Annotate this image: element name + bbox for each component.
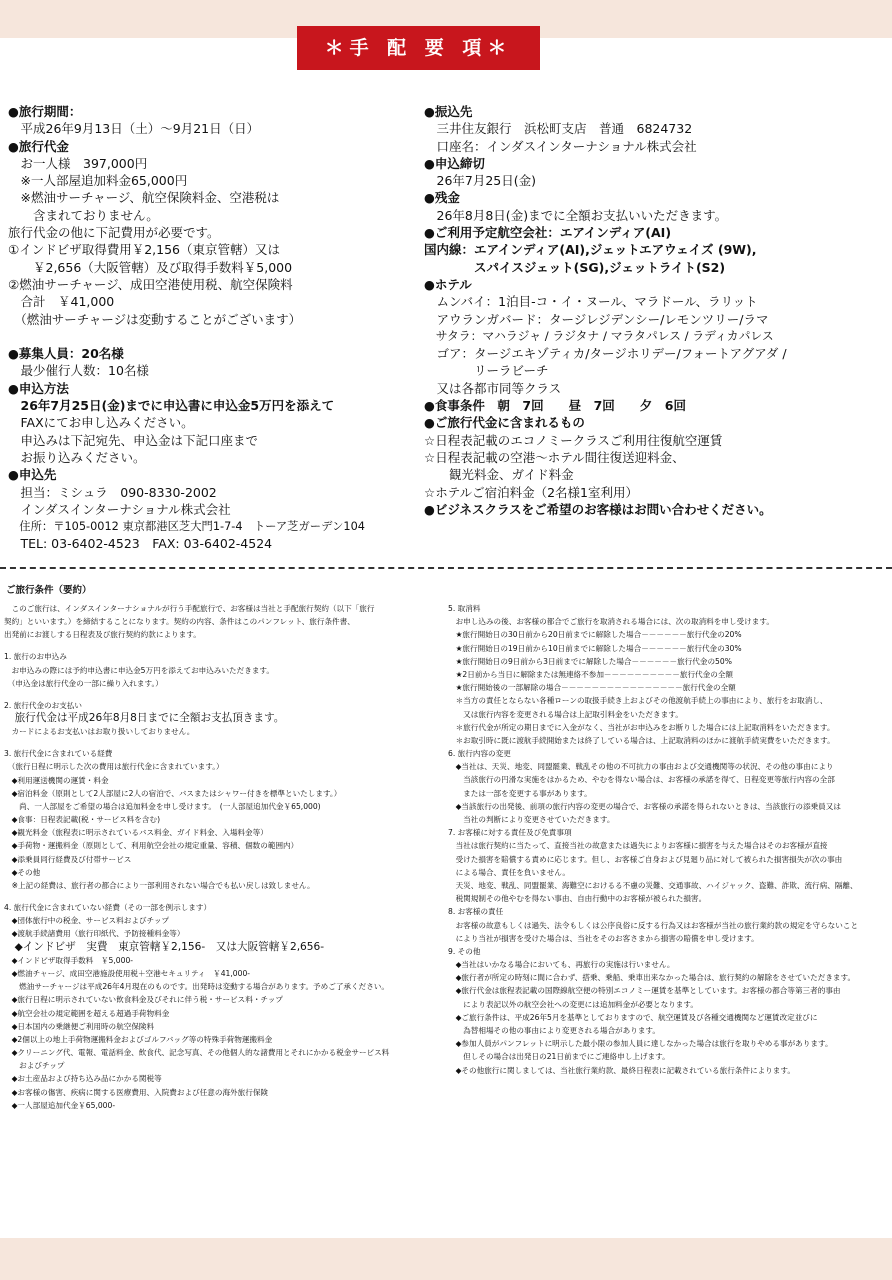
- cond-line: または一部を変更する事があります。: [448, 788, 592, 798]
- cond-line: ★旅行開始日の19日前から10日前までに解除した場合－－－－－－旅行代金の30%: [448, 643, 742, 653]
- cond-line: ◆クリーニング代、電報、電話料金、飲食代、記念写真、その他個人的な諸費用とそれにかかる税金サービス料: [4, 1048, 390, 1058]
- cond-line: 4. 旅行代金に含まれていない経費（その一部を例示します）: [4, 903, 212, 912]
- line: ①インドビザ取得費用￥2,156（東京管轄）又は: [8, 242, 280, 258]
- cond-line: ◆当社はいかなる場合においても、再旅行の実施は行いません。: [448, 960, 675, 970]
- line: 含まれておりません。: [8, 207, 159, 223]
- cond-line: 6. 旅行内容の変更: [448, 749, 511, 759]
- cond-line: ◆インドビザ 実費 東京管轄￥2,156- 又は大阪管轄￥2,656-: [4, 940, 325, 953]
- cond-line: により当社が損害を受けた場合は、当社をそのお客さまから損害の賠償を申し受けます。: [448, 933, 759, 943]
- cond-line: ◆当該旅行の出発後、前項の旅行内容の変更の場合で、お客様の承諾を得られないときは、当該旅行の添乗員又は: [448, 801, 841, 811]
- line: 三井住友銀行 浜松町支店 普通 6824732: [424, 121, 693, 137]
- cond-line: ※上記の経費は、旅行者の都合により一部利用されない場合でも払い戻しは致しません。: [4, 881, 315, 890]
- conditions-left: [4, 602, 389, 1112]
- cond-line: ◆宿泊料金（原則として2人部屋に2人の宿泊で、バスまたはシャワー付きを標準といたします。）: [4, 788, 342, 798]
- line: ●ご旅行代金に含まれるもの: [424, 415, 585, 431]
- line: ●残金: [424, 190, 460, 206]
- line: ●ご利用予定航空会社：エアインディア(AI): [424, 225, 672, 241]
- line: サタラ：マハラジャ / ラジタナ / マラタパレス / ラディカパレス: [424, 328, 774, 343]
- cond-line: ＊お取引時に既に渡航手続開始または終了している場合は、上記取消料のほかに渡航手続実費をいただきます。: [448, 735, 835, 745]
- cond-line: ◆インドビザ取得手数料 ￥5,000-: [4, 955, 134, 965]
- line: ※燃油サーチャージ、航空保険料金、空港税は: [8, 190, 280, 206]
- cond-line: ◆渡航手続諸費用（旅行印紙代、予防接種料金等）: [4, 929, 185, 939]
- line: 口座名：インダスインターナショナル株式会社: [424, 138, 697, 154]
- cond-line: お申し込みの後、お客様の都合でご旅行を取消される場合には、次の取消料を申し受けます。: [448, 617, 774, 627]
- cond-line: 旅行代金は平成26年8月8日までに全額お支払頂きます。: [4, 711, 285, 724]
- cond-line: ◆燃油チャージ、成田空港施設使用税＋空港セキュリティ ￥41,000-: [4, 968, 251, 978]
- line: TEL: 03-6402-4523 FAX: 03-6402-4524: [8, 536, 273, 552]
- cond-line: 為替相場その他の事由により変更される場合があります。: [448, 1026, 661, 1035]
- cond-line: ＊旅行代金が所定の期日までに入金がなく、当社がお申込みをお断りした場合には上記取消料をいただきます。: [448, 722, 835, 732]
- cond-line: ◆日本国内の乗継便ご利用時の航空保険料: [4, 1021, 155, 1031]
- line: ●ホテル: [424, 276, 472, 292]
- cond-line: ◆添乗員同行経費及び付帯サービス: [4, 854, 132, 864]
- line: 住所：〒105-0012 東京都港区芝大門1-7-4 トーア芝ガーデン104: [8, 520, 365, 534]
- cond-line: 2. 旅行代金のお支払い: [4, 700, 83, 710]
- cond-line: 尚、一人部屋をご希望の場合は追加料金を申し受けます。 (一人部屋追加代金￥65,000): [4, 801, 321, 811]
- cond-line: 受けた損害を賠償する責めに応じます。但し、お客様ご自身および見廻り品に対して被られた損害損失が次の事由: [448, 854, 843, 864]
- cond-line: ◆その他: [4, 867, 41, 877]
- cond-line: 燃油サーチャージは平成26年4月現在のものです。出発時は変動する場合があります。予めご了承ください。: [4, 982, 389, 992]
- cond-line: ★旅行開始日の30日前から20日前までに解除した場合－－－－－－旅行代金の20%: [448, 630, 742, 640]
- cond-line: により表記以外の航空会社への変更には追加料金が必要となります。: [448, 999, 698, 1009]
- cond-line: 天災、地変、戦乱、同盟罷業、海難空におけるる不慮の災難、交通事故、ハイジャック、盗難、詐欺、流行病、隔離、: [448, 880, 858, 890]
- cond-line: 5. 取消料: [448, 604, 481, 613]
- line: （燃油サーチャージは変動することがございます）: [8, 311, 302, 327]
- cond-line: カードによるお支払いはお取り扱いしておりません。: [4, 727, 195, 737]
- cond-line: ◆一人部屋追加代金￥65,000-: [4, 1100, 116, 1110]
- cond-line: このご旅行は、インダスインターナショナルが行う手配旅行で、お客様は当社と手配旅行契約（以下「旅行: [4, 604, 375, 613]
- cond-line: 8. お客様の責任: [448, 907, 504, 917]
- cond-line: ◆観光料金（旅程表に明示されているバス料金、ガイド料金、入場料金等）: [4, 828, 268, 838]
- line: 26年7月25日(金): [424, 173, 537, 189]
- cond-line: ◆2個以上の地上手荷物運搬料金およびゴルフバッグ等の特殊手荷物運搬料金: [4, 1034, 273, 1044]
- left-block: [8, 103, 365, 553]
- line: ムンバイ：1泊目-コ・イ・ヌール、マラドール、ラリット: [424, 294, 758, 310]
- cond-line: ★2日前から当日に解除または無連絡不参加－－－－－－－－－－旅行代金の全額: [448, 669, 734, 679]
- cond-line: ◆食事：日程表記載(税・サービス料を含む): [4, 815, 161, 825]
- cond-line: ◆手荷物・運搬料金（原則として、利用航空会社の規定重量、容積、個数の範囲内）: [4, 841, 299, 851]
- line: お振り込みください。: [8, 449, 146, 465]
- line: ●食事条件 朝 7回 昼 7回 夕 6回: [424, 398, 687, 414]
- cond-line: およびチップ: [4, 1061, 65, 1071]
- cond-line: ＊当方の責任とならない各種ローンの取扱手続き上およびその他渡航手続上の事由により、旅行をお取消し、: [448, 696, 828, 706]
- line: ●申込先: [8, 467, 57, 483]
- line: アウランガバード：タージレジデンシー/レモンツリー/ラマ: [424, 311, 769, 327]
- cond-line: お申込みの際には予約申込書に申込金5万円を添えてお申込みいただきます。: [4, 665, 275, 675]
- cond-line: ◆利用運送機関の運賃・料金: [4, 775, 109, 785]
- line: 平成26年9月13日（土）～9月21日（日）: [8, 121, 260, 137]
- cond-line: 但しその場合は出発日の21日前までにご連絡申し上げます。: [448, 1052, 670, 1062]
- cond-line: （申込金は旅行代金の一部に繰り入れます。）: [4, 678, 163, 688]
- line: ☆日程表記載のエコノミークラスご利用往復航空運賃: [424, 432, 723, 448]
- cond-line: ◆団体旅行中の税金、サービス料およびチップ: [4, 916, 170, 926]
- line: 旅行代金の他に下記費用が必要です。: [8, 225, 220, 241]
- cond-line: ★旅行開始後の一部解除の場合－－－－－－－－－－－－－－－－旅行代金の全額: [448, 683, 736, 693]
- line: ●申込締切: [424, 155, 485, 171]
- line: ●振込先: [424, 104, 473, 119]
- line: ☆ホテルご宿泊料金（2名様1室利用）: [424, 484, 638, 500]
- line: リーラビーチ: [424, 363, 549, 379]
- cond-line: ◆参加人員がパンフレットに明示した最小限の参加人員に達しなかった場合は旅行を取りやめる事があります。: [448, 1039, 833, 1049]
- line: ゴア：タージエキゾティカ/タージホリデー/フォートアグアダ /: [424, 346, 787, 362]
- conditions-right: [448, 602, 858, 1077]
- line: ￥2,656（大阪管轄）及び取得手数料￥5,000: [8, 259, 293, 275]
- page-title: ＊手 配 要 項＊: [297, 26, 540, 70]
- line: ●募集人員：20名様: [8, 346, 124, 362]
- line: ②燃油サーチャージ、成田空港使用税、航空保険料: [8, 276, 293, 292]
- line: 26年7月25日(金)までに申込書に申込金5万円を添えて: [8, 398, 335, 414]
- cond-line: ★旅行開始日の9日前から3日前までに解除した場合－－－－－－旅行代金の50%: [448, 656, 732, 666]
- dashed-divider: [0, 567, 892, 569]
- cond-line: 当社は旅行契約に当たって、直接当社の故意または過失によりお客様に損害を与えた場合はそのお客様が直接: [448, 841, 828, 851]
- cond-line: 又は旅行内容を変更される場合は上記取引料金をいただきます。: [448, 709, 683, 719]
- line: [8, 328, 365, 345]
- line: 観光料金、ガイド料金: [424, 467, 574, 483]
- cond-line: ◆その他旅行に関しましては、当社旅行業約款、最終日程表に記載されている旅行条件によります。: [448, 1065, 795, 1075]
- cond-line: 出発前にお渡しする日程表及び旅行契約約款によります。: [4, 630, 201, 640]
- cond-line: 当社の判断により変更させていただきます。: [448, 815, 615, 824]
- line: ●旅行期間：: [8, 104, 82, 119]
- cond-line: 当該旅行の円滑な実施をはかるため、やむを得ない場合は、お客様の承諾を得て、日程変更等旅行内容の全部: [448, 775, 835, 785]
- cond-line: ◆旅行者が所定の時刻に間に合わず、搭乗、乗船、乗車出来なかった場合は、旅行契約の解除をさせていただきます。: [448, 973, 856, 983]
- line: 又は各都市同等クラス: [424, 380, 562, 396]
- cond-line: ◆航空会社の規定範囲を超える超過手荷物料金: [4, 1008, 170, 1018]
- cond-line: 1. 旅行のお申込み: [4, 652, 67, 662]
- line: 担当：ミシュラ 090-8330-2002: [8, 484, 217, 500]
- cond-line: 9. その他: [448, 946, 481, 956]
- line: 最少催行人数：10名様: [8, 363, 149, 379]
- cond-line: 税関規制その他やむを得ない事由、自由行動中のお客様が被られた損害。: [448, 894, 707, 904]
- line: 合計 ￥41,000: [8, 294, 115, 310]
- line: 国内線：エアインディア(AI),ジェットエアウェイズ (9W),: [424, 242, 757, 258]
- line: ※一人部屋追加料金65,000円: [8, 173, 188, 189]
- conditions-title: ご旅行条件（要約）: [6, 585, 92, 596]
- line: スパイスジェット(SG),ジェットライト(S2): [424, 259, 726, 275]
- cond-line: ◆お土産品および持ち込み品にかかる関税等: [4, 1074, 162, 1084]
- cond-line: ◆旅行日程に明示されていない飲食料金及びそれに伴う税・サービス料・チップ: [4, 995, 283, 1005]
- line: 申込みは下記宛先、申込金は下記口座まで: [8, 432, 259, 448]
- line: ●申込方法: [8, 380, 69, 396]
- cond-line: ◆ご旅行条件は、平成26年5月を基準としておりますので、航空運賃及び各種交通機関など運賃改定並びに: [448, 1012, 818, 1022]
- cond-line: 3. 旅行代金に含まれている経費: [4, 749, 113, 759]
- cond-line: ◆旅行代金は旅程表記載の国際線航空便の特別エコノミー運賃を基準としています。お客様の都合等第三者的事由: [448, 986, 841, 996]
- line: 26年8月8日(金)までに全額お支払いいただきます。: [424, 207, 728, 223]
- line: ●ビジネスクラスをご希望のお客様はお問い合わせください。: [424, 501, 772, 517]
- cond-line: お客様の故意もしくは過失、法令もしくは公序良俗に反する行為又はお客様が当社の旅行業約款の規定を守らないこと: [448, 920, 859, 930]
- line: ●旅行代金: [8, 138, 69, 154]
- cond-line: 契約」といいます。）を締結することになります。契約の内容、条件はこのパンフレット、旅行条件書、: [4, 617, 355, 627]
- cond-line: （旅行日程に明示した次の費用は旅行代金に含まれています。）: [4, 762, 224, 772]
- bottom-band: [0, 1238, 892, 1280]
- cond-line: 7. お客様に対する責任及び免責事項: [448, 828, 572, 838]
- right-block: [424, 103, 787, 518]
- line: インダスインターナショナル株式会社: [8, 501, 231, 517]
- cond-line: による場合、責任を負いません。: [448, 867, 570, 877]
- line: FAXにてお申し込みください。: [8, 415, 194, 431]
- cond-line: ◆お客様の傷害、疾病に関する医療費用、入院費および任意の海外旅行保険: [4, 1087, 269, 1097]
- line: お一人様 397,000円: [8, 155, 148, 171]
- cond-line: ◆当社は、天災、地変、同盟罷業、戦乱その他の不可抗力の事由および交通機関等の状況、その他の事由により: [448, 762, 834, 772]
- line: ☆日程表記載の空港～ホテル間往復送迎料金、: [424, 449, 685, 465]
